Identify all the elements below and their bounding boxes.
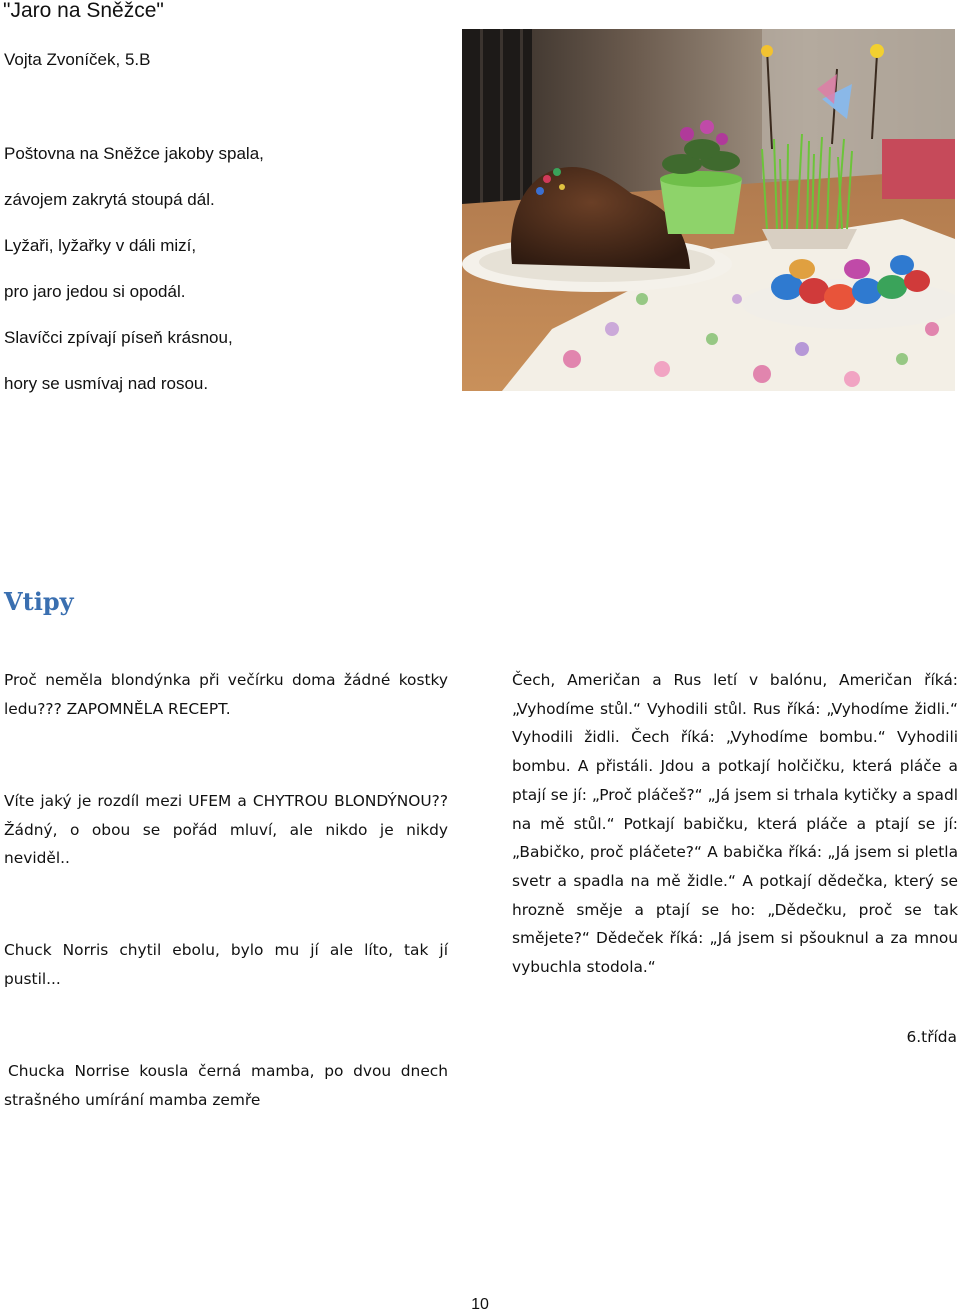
- poem-line: Poštovna na Sněžce jakoby spala,: [4, 144, 264, 163]
- class-note: 6.třída: [906, 1028, 957, 1046]
- joke-paragraph: Chucka Norrise kousla černá mamba, po dvou dnech strašného umírání mamba zemře: [4, 1062, 448, 1109]
- page-number: 10: [471, 1296, 489, 1313]
- section-heading: Vtipy: [4, 587, 74, 616]
- joke-paragraph: Proč neměla blondýnka při večírku doma žádné kostky ledu??? ZAPOMNĚLA RECEPT.: [4, 671, 448, 718]
- poem-author: Vojta Zvoníček, 5.B: [4, 50, 151, 69]
- poem-line: Slavíčci zpívají píseň krásnou,: [4, 328, 233, 347]
- joke-paragraph: Čech, Američan a Rus letí v balónu, Američan říká: „Vyhodíme stůl.“ Vyhodili stůl. Rus říká: „Vyhodíme židli.“ Vyhodili židli. Čech říká: „Vyhodíme bombu.“ Vyhodili bombu. A přistáli. Jdou a potkají holčičku, která pláče a ptají se jí: „Proč pláčeš?“ „Já jsem si trhala kytičky a spadl na mě stůl.“ Potkají babičku, která pláče a ptají se jí: „Babičko, proč pláčete?“ A babička říká: „Já jsem si pletla svetr a spadla na mě židle.“ A potkají dědečka, který se hrozně směje a ptají se ho: „Dědečku, proč se tak smějete?“ Dědeček říká: „Já jsem si pšouknul a za mnou vybuchla stodola.“: [512, 671, 958, 977]
- joke-paragraph: Chuck Norris chytil ebolu, bylo mu jí ale líto, tak jí pustil...: [4, 941, 448, 988]
- poem-line: závojem zakrytá stoupá dál.: [4, 190, 215, 209]
- poem-line: pro jaro jedou si opodál.: [4, 282, 186, 301]
- poem-title: "Jaro na Sněžce": [3, 0, 164, 22]
- easter-table-photo: [462, 29, 955, 391]
- joke-paragraph: Víte jaký je rozdíl mezi UFEM a CHYTROU BLONDÝNOU?? Žádný, o obou se pořád mluví, ale nikdo je nikdy neviděl..: [4, 792, 448, 868]
- poem-line: hory se usmívaj nad rosou.: [4, 374, 209, 393]
- poem-line: Lyžaři, lyžařky v dáli mizí,: [4, 236, 197, 255]
